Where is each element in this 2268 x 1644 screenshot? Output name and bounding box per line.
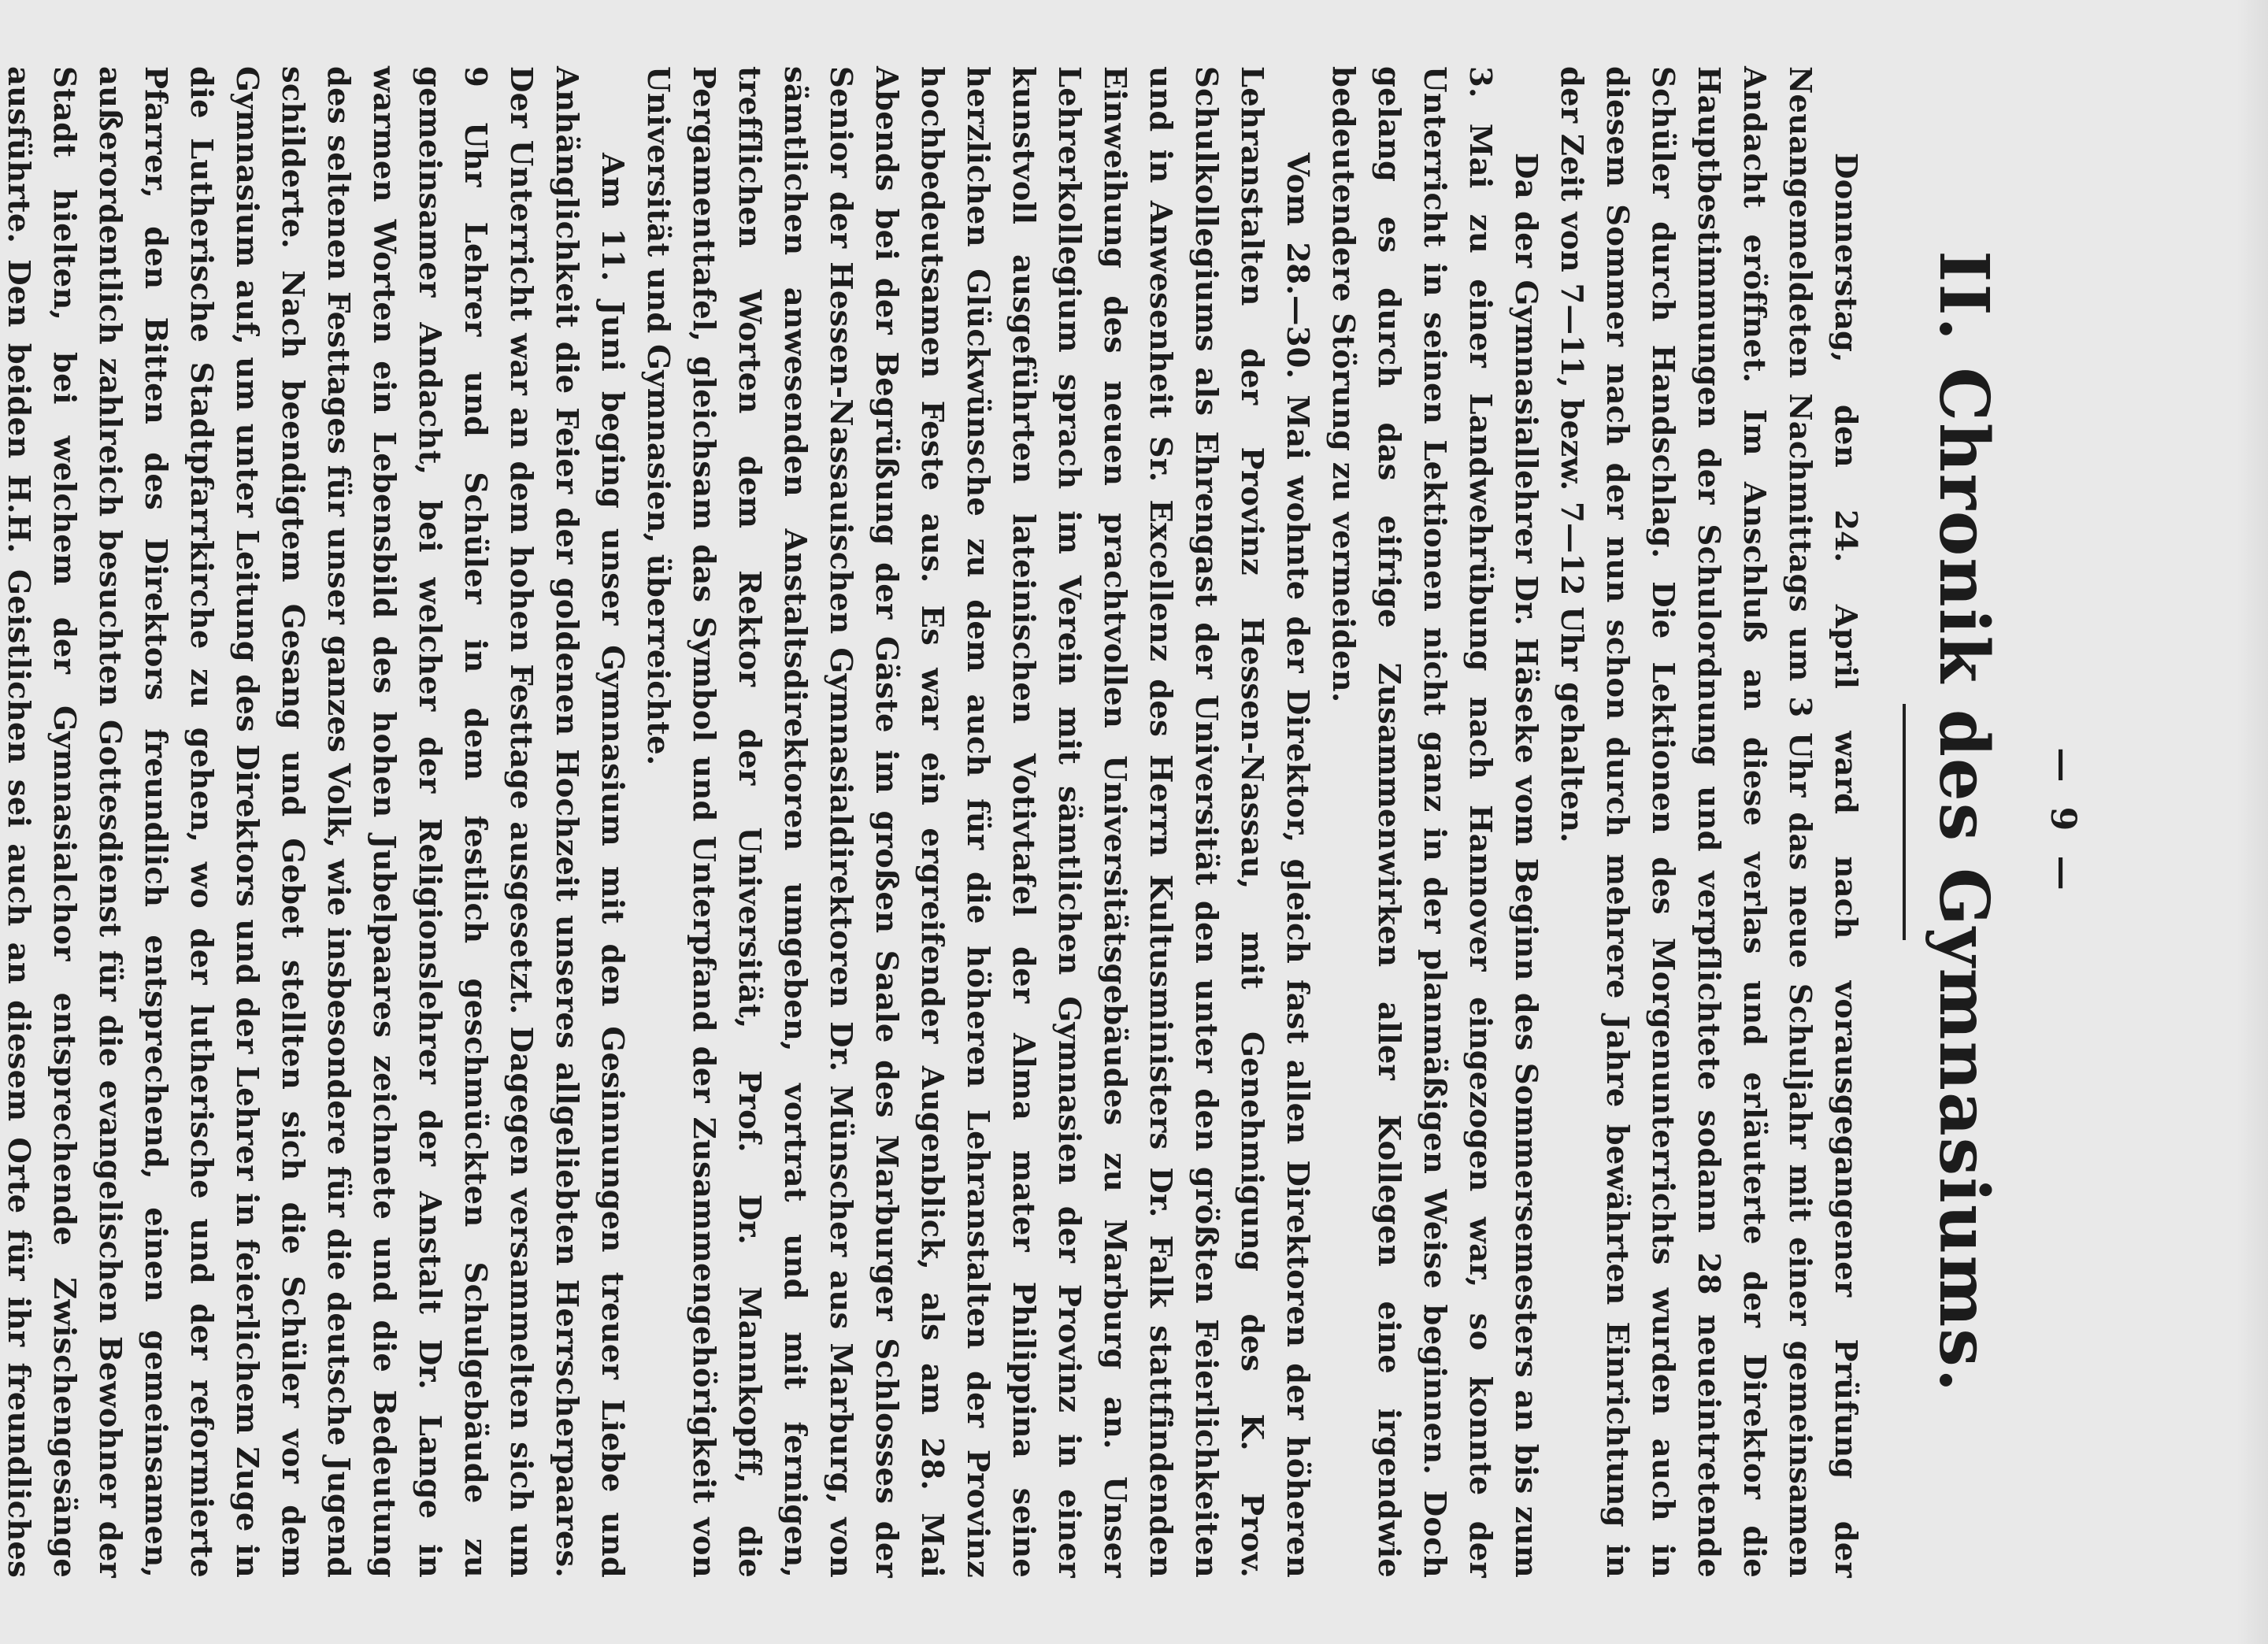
scan-edge-shadow bbox=[2236, 0, 2268, 1644]
page-number: — 9 — bbox=[2043, 747, 2083, 897]
paragraph-landwehr-exercise: Da der Gymnasiallehrer Dr. Häseke vom Beginn des Sommersemesters an bis zum 3. Mai zu einer Landwehrübung nach Hannover eingezogen war, so konnte der Unterricht in seinen Lektionen nicht ganz in der planmäßigen Weise beginnen. Doch gelang es durch das eifrige Zusammenwirken aller Kollegen eine irgendwie bedeutendere Störung zu vermeiden. bbox=[1325, 66, 1544, 1578]
chronicle-body bbox=[0, 66, 1868, 1578]
rotated-document-page bbox=[1, 66, 2103, 1578]
paragraph-university-inauguration: Vom 28.—30. Mai wohnte der Direktor, gleich fast allen Direktoren der höheren Lehranstalten der Provinz Hessen-Nassau, mit Genehmigung des K. Prov. Schulkollegiums als Ehrengast der Universität den unter den größten Feierlichkeiten und in Anwesenheit Sr. Excellenz des Herrn Kultusministers Dr. Falk stattfindenden Einweihung des neuen prachtvollen Universitätsgebäudes zu Marburg an. Unser Lehrerkollegium sprach im Verein mit sämtlichen Gymnasien der Provinz in einer kunstvoll ausgeführten lateinischen Votivtafel der Alma mater Philippina seine herzlichen Glückwünsche zu dem auch für die höheren Lehranstalten der Provinz hochbedeutsamen Feste aus. Es war ein ergreifender Augenblick, als am 28. Mai Abends bei der Begrüßung der Gäste im großen Saale des Marburger Schlosses der Senior der Hessen-Nassauischen Gymnasialdirektoren Dr. Münscher aus Marburg, von sämtlichen anwesenden Anstaltsdirektoren umgeben, vortrat und mit fernigen, trefflichen Worten dem Rektor der Universität, Prof. Dr. Mannkopff, die Pergamenttafel, gleichsam das Symbol und Unterpfand der Zusammengehörigkeit von Universität und Gymnasien, überreichte. bbox=[640, 66, 1315, 1578]
title-rule bbox=[1903, 704, 1906, 940]
paragraph-school-year-opening: Donnerstag, den 24. April ward nach vorausgegangener Prüfung der Neuangemeldeten Nachmittags um 3 Uhr das neue Schuljahr mit einer gemeinsamen Andacht eröffnet. Im Anschluß an diese verlas und erläuterte der Direktor die Hauptbestimmungen der Schulordnung und verpflichtete sodann 28 neueintretende Schüler durch Handschlag. Die Lektionen des Morgenunterrichts wurden auch in diesem Sommer nach der nun schon durch mehrere Jahre bewährten Einrichtung in der Zeit von 7—11, bezw. 7—12 Uhr gehalten. bbox=[1554, 66, 1863, 1578]
paragraph-golden-wedding: Am 11. Juni beging unser Gymnasium mit den Gesinnungen treuer Liebe und Anhänglichkeit die Feier der goldenen Hochzeit unseres allgeliebten Herrscherpaares. Der Unterricht war an dem hohen Festtage ausgesetzt. Dagegen versammelten sich um 9 Uhr Lehrer und Schüler in dem festlich geschmückten Schulgebäude zu gemeinsamer Andacht, bei welcher der Religionslehrer der Anstalt Dr. Lange in warmen Worten ein Lebensbild des hohen Jubelpaares zeichnete und die Bedeutung des seltenen Festtages für unser ganzes Volk, wie insbesondere für die deutsche Jugend schilderte. Nach beendigtem Gesang und Gebet stellten sich die Schüler vor dem Gymnasium auf, um unter Leitung des Direktors und der Lehrer in feierlichem Zuge in die Lutherische Stadtpfarrkirche zu gehen, wo der lutherische und der reformierte Pfarrer, den Bitten des Direktors freundlich entsprechend, einen gemeinsamen, außerordentlich zahlreich besuchten Gottesdienst für die evangelischen Bewohner der Stadt hielten, bei welchem der Gymnasialchor entsprechende Zwischengesänge ausführte. Den beiden H.H. Geistlichen sei auch an diesem Orte für ihr freundliches bbox=[1, 66, 630, 1578]
chapter-title: II. Chronik des Gymnasiums. bbox=[1924, 250, 2003, 1394]
